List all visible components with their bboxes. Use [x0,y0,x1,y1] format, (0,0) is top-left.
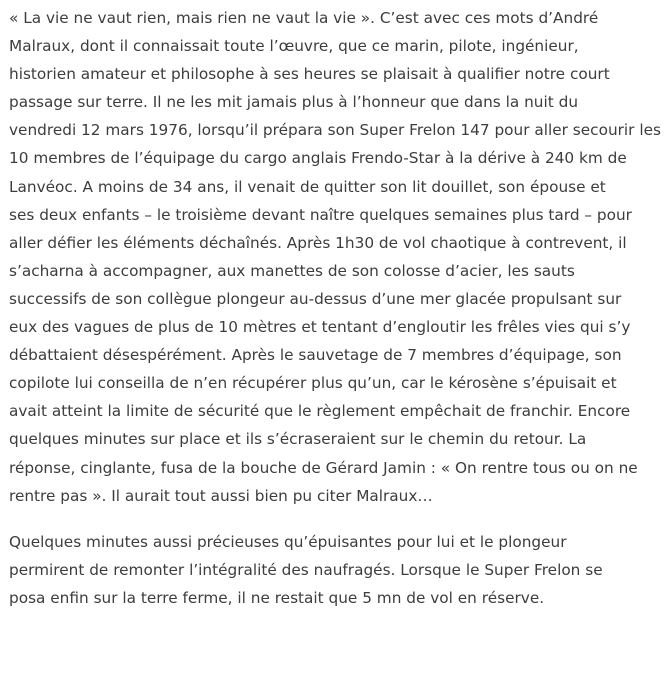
text-line: « La vie ne vaut rien, mais rien ne vaut la vie ». C’est avec ces mots d’André [9,9,599,27]
text-line: avait atteint la limite de sécurité que le règlement empêchait de franchir. Encore [9,402,631,421]
text-line: quelques minutes sur place et ils s’écraseraient sur le chemin du retour. La [9,430,587,449]
text-line: aller défier les éléments déchaînés. Après 1h30 de vol chaotique à contrevent, il [9,233,627,252]
paragraph-spacer [9,510,661,528]
text-line: débattaient désespérément. Après le sauvetage de 7 membres d’équipage, son [9,346,622,365]
text-line: ses deux enfants – le troisième devant naître quelques semaines plus tard – pour [9,205,632,224]
text-line: 10 membres de l’équipage du cargo anglais Frendo-Star à la dérive à 240 km de [9,149,627,168]
text-line: vendredi 12 mars 1976, lorsqu’il prépara son Super Frelon 147 pour aller secourir les [9,121,661,140]
text-line: permirent de remonter l’intégralité des naufragés. Lorsque le Super Frelon se [9,560,603,579]
text-line: historien amateur et philosophe à ses heures se plaisait à qualifier notre court [9,65,610,84]
text-line: passage sur terre. Il ne les mit jamais plus à l’honneur que dans la nuit du [9,93,579,112]
article-body [9,4,661,612]
paragraph-2 [9,528,661,612]
text-line: réponse, cinglante, fusa de la bouche de Gérard Jamin : « On rentre tous ou on ne [9,458,638,477]
text-line: Malraux, dont il connaissait toute l’œuvre, que ce marin, pilote, ingénieur, [9,37,579,56]
text-line: s’acharna à accompagner, aux manettes de son colosse d’acier, les sauts [9,261,575,280]
text-line: posa enfin sur la terre ferme, il ne restait que 5 mn de vol en réserve. [9,588,545,607]
text-line: copilote lui conseilla de n’en récupérer plus qu’un, car le kérosène s’épuisait et [9,374,617,393]
text-line: eux des vagues de plus de 10 mètres et tentant d’engloutir les frêles vies qui s’y [9,318,631,337]
paragraph-1 [9,4,661,510]
text-line: successifs de son collègue plongeur au-dessus d’une mer glacée propulsant sur [9,289,622,308]
text-line: rentre pas ». Il aurait tout aussi bien pu citer Malraux… [9,486,433,505]
text-line: Lanvéoc. A moins de 34 ans, il venait de quitter son lit douillet, son épouse et [9,177,606,196]
text-line: Quelques minutes aussi précieuses qu’épuisantes pour lui et le plongeur [9,532,567,551]
